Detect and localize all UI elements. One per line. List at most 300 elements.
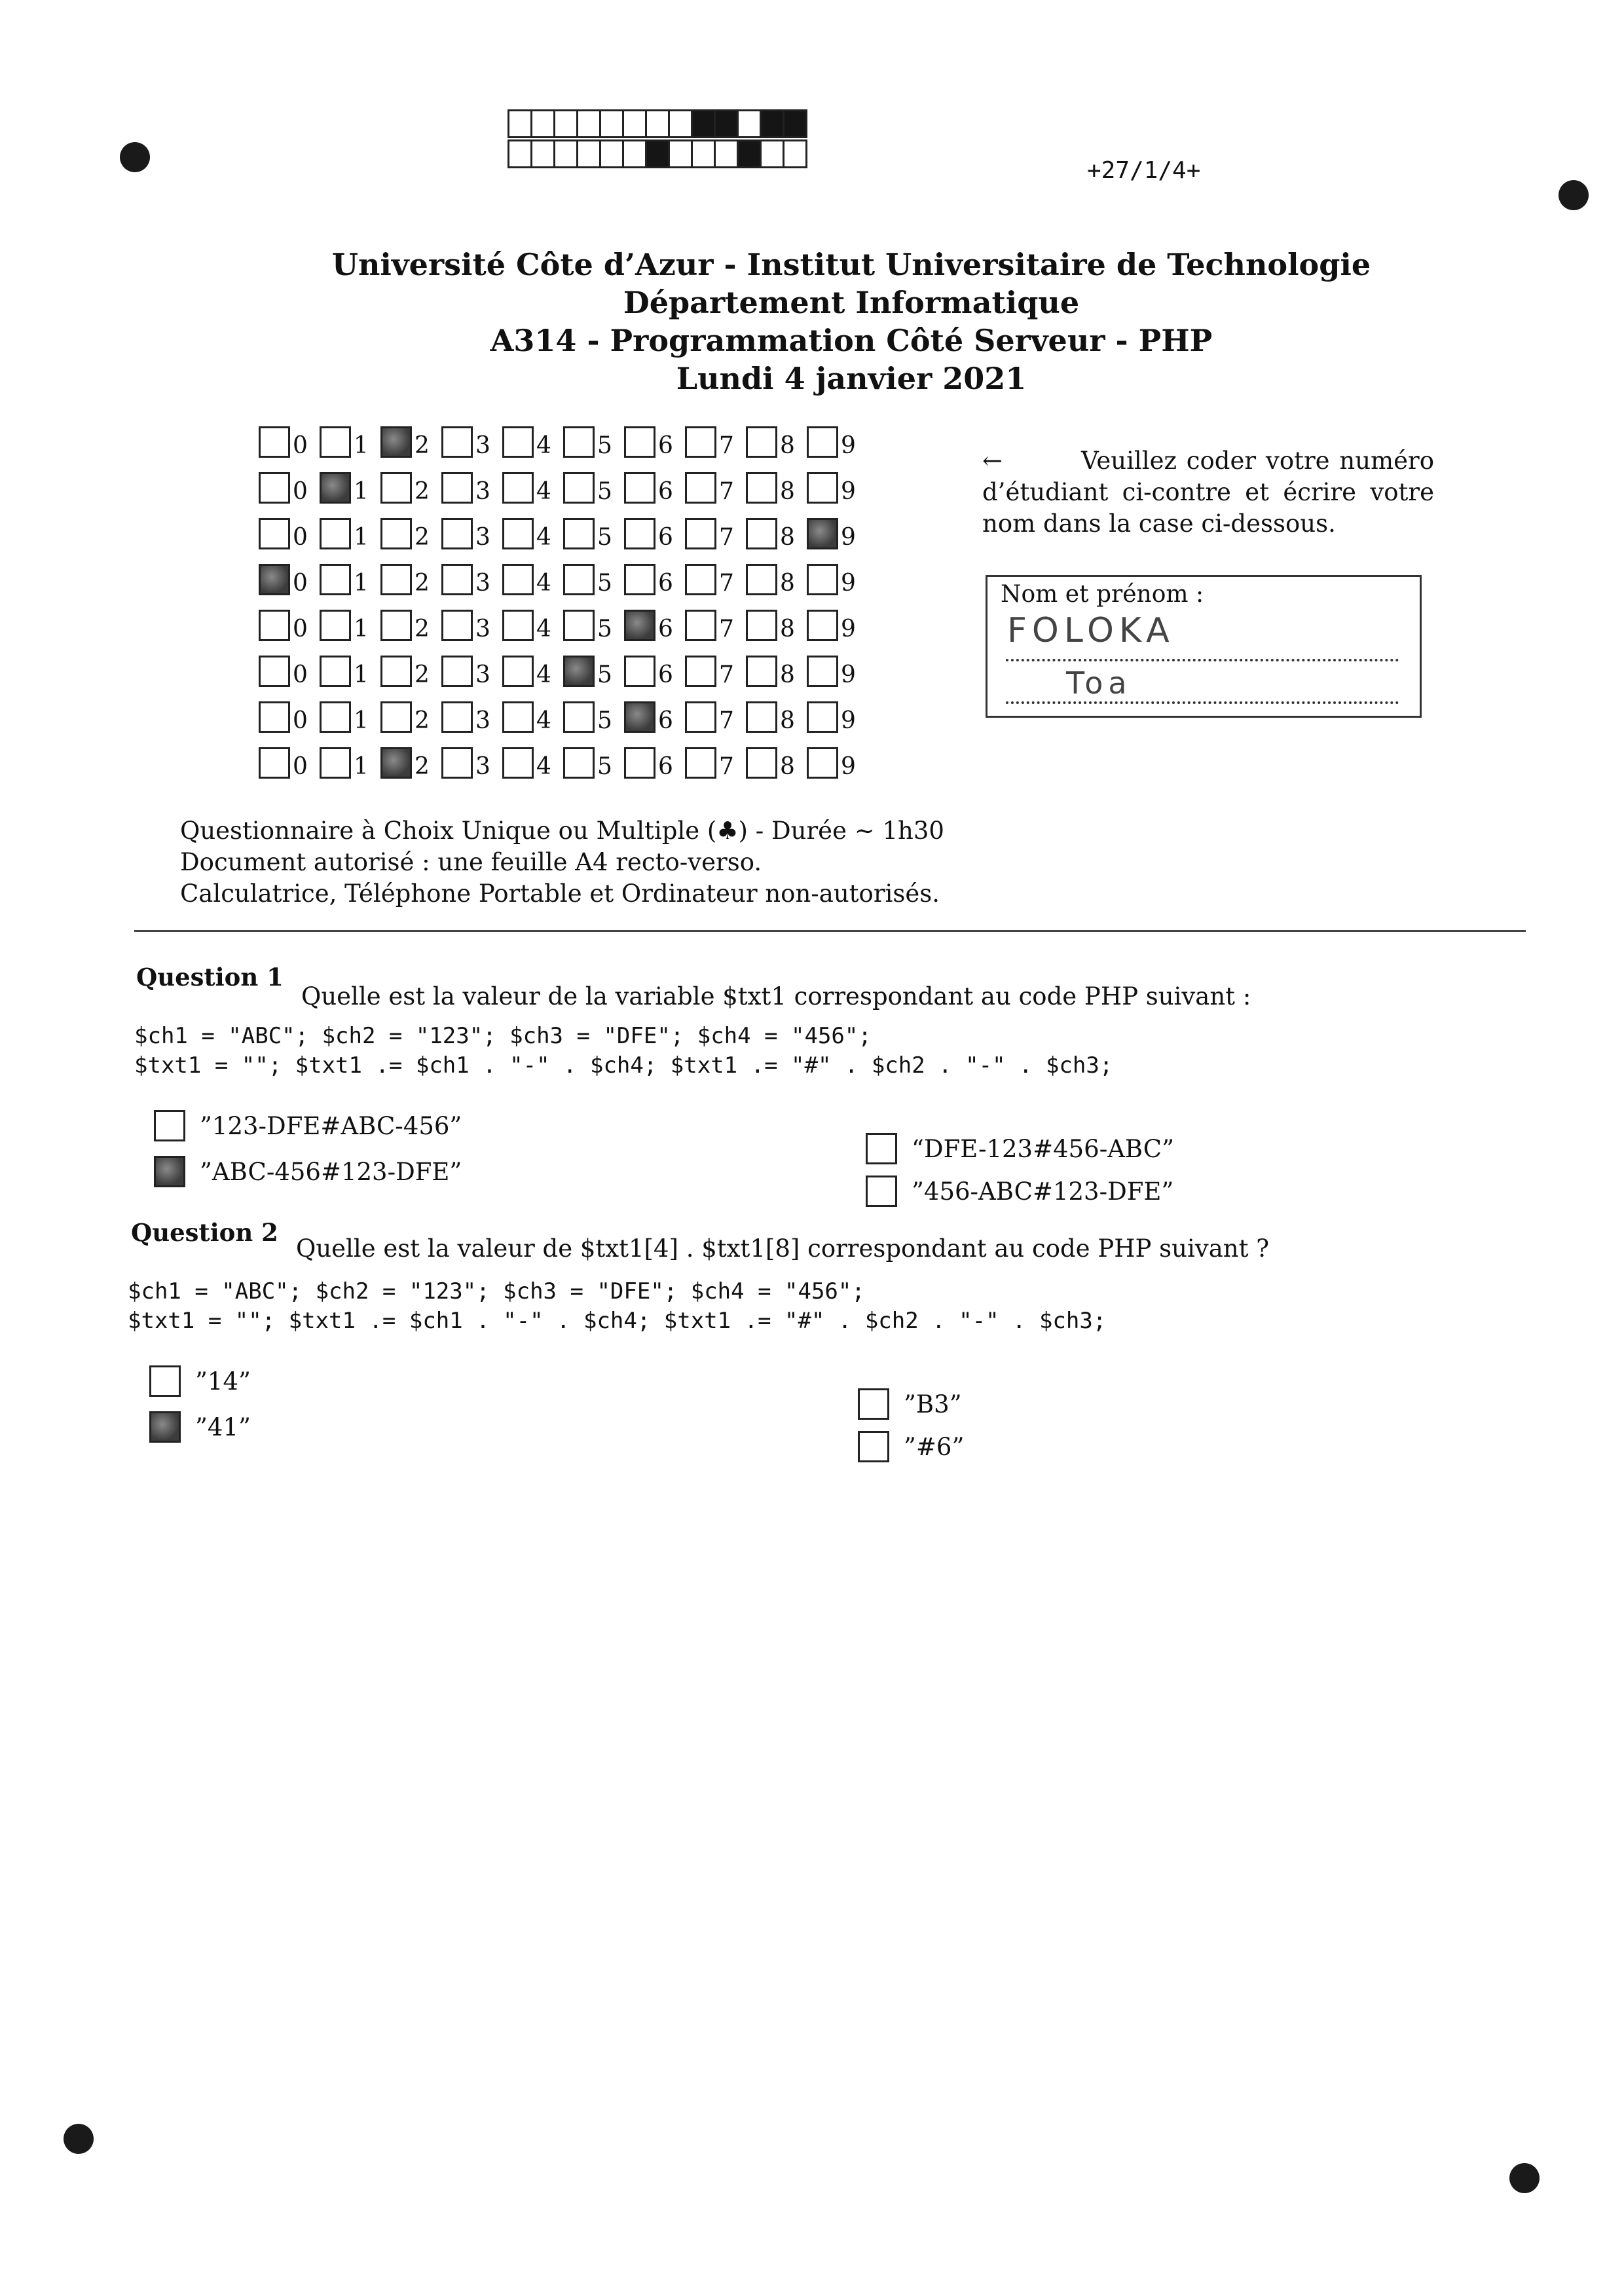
checkbox[interactable] (685, 564, 716, 595)
barcode-cell (622, 139, 647, 168)
checkbox[interactable] (624, 426, 655, 458)
digit-option[interactable] (380, 747, 441, 779)
barcode-cell (668, 139, 693, 168)
digit-option[interactable] (502, 610, 563, 641)
checkbox[interactable] (563, 472, 595, 504)
digit-option[interactable] (502, 472, 563, 504)
checkbox[interactable] (746, 564, 777, 595)
digit-option[interactable] (320, 472, 380, 504)
checkbox[interactable] (154, 1110, 185, 1141)
checkbox[interactable] (320, 610, 351, 641)
checkbox[interactable] (746, 656, 777, 687)
checkbox[interactable] (624, 747, 655, 779)
question-1-code-line-2: $txt1 = ""; $txt1 .= $ch1 . "-" . $ch4; $txt1 .= "#" . $ch2 . "-" . $ch3; (134, 1052, 1113, 1079)
q1-answer-b[interactable] (154, 1156, 462, 1187)
checkbox[interactable] (259, 610, 290, 641)
digit-option[interactable] (807, 518, 868, 549)
digit-option[interactable] (563, 564, 624, 595)
barcode-cell (530, 109, 555, 138)
digit-option[interactable] (624, 656, 685, 687)
digit-label: 3 (475, 570, 490, 597)
checkbox[interactable] (320, 518, 351, 549)
header-institution: Université Côte d’Azur - Institut Universitaire de Technologie (331, 247, 1371, 282)
digit-label: 9 (841, 661, 856, 688)
name-line-2[interactable] (1006, 669, 1399, 704)
digit-label: 0 (293, 524, 308, 551)
student-number-row (259, 602, 868, 648)
digit-option[interactable] (441, 472, 502, 504)
digit-label: 4 (536, 616, 551, 642)
checkbox[interactable] (624, 656, 655, 687)
digit-label: 8 (780, 524, 795, 551)
digit-option[interactable] (380, 656, 441, 687)
answer-text: ”456-ABC#123-DFE” (912, 1177, 1174, 1206)
handwritten-last-name: FOLOKA (1007, 611, 1175, 650)
digit-option[interactable] (380, 472, 441, 504)
digit-label: 4 (536, 432, 551, 459)
handwritten-first-name: Toa (1066, 665, 1132, 701)
barcode-cell (599, 139, 624, 168)
digit-option[interactable] (380, 610, 441, 641)
checkbox[interactable] (441, 472, 473, 504)
checkbox[interactable] (502, 472, 534, 504)
page-code: +27/1/4+ (1087, 157, 1201, 184)
checkbox[interactable] (259, 472, 290, 504)
barcode-cell (783, 109, 807, 138)
question-2-code-line-1: $ch1 = "ABC"; $ch2 = "123"; $ch3 = "DFE"; $ch4 = "456"; (128, 1278, 865, 1305)
digit-option[interactable] (441, 564, 502, 595)
student-number-row (259, 465, 868, 511)
digit-option[interactable] (624, 426, 685, 458)
digit-label: 4 (536, 661, 551, 688)
checkbox[interactable] (380, 564, 412, 595)
digit-label: 7 (719, 753, 734, 780)
digit-option[interactable] (259, 518, 320, 549)
checkbox[interactable] (807, 472, 838, 504)
student-number-row (259, 694, 868, 740)
digit-option[interactable] (685, 701, 746, 733)
checkbox[interactable] (563, 747, 595, 779)
checkbox[interactable] (502, 701, 534, 733)
question-1-text: Quelle est la valeur de la variable $txt1 correspondant au code PHP suivant : (301, 982, 1251, 1010)
barcode-cell (783, 139, 807, 168)
digit-label: 6 (658, 570, 673, 597)
digit-option[interactable] (685, 518, 746, 549)
digit-option[interactable] (685, 610, 746, 641)
checkbox[interactable] (807, 564, 838, 595)
digit-option[interactable] (259, 701, 320, 733)
digit-option[interactable] (380, 701, 441, 733)
digit-label: 2 (415, 707, 430, 734)
barcode-cell (714, 109, 739, 138)
digit-option[interactable] (259, 472, 320, 504)
digit-option[interactable] (624, 747, 685, 779)
digit-option[interactable] (441, 518, 502, 549)
digit-label: 1 (354, 524, 369, 551)
digit-option[interactable] (685, 426, 746, 458)
barcode-cell (737, 139, 762, 168)
digit-label: 7 (719, 432, 734, 459)
digit-label: 7 (719, 616, 734, 642)
digit-label: 3 (475, 432, 490, 459)
checkbox-checked[interactable] (563, 656, 595, 687)
checkbox[interactable] (624, 518, 655, 549)
checkbox[interactable] (441, 426, 473, 458)
barcode-cell (553, 139, 578, 168)
digit-option[interactable] (259, 610, 320, 641)
digit-label: 0 (293, 432, 308, 459)
barcode-cell (714, 139, 739, 168)
checkbox[interactable] (858, 1431, 889, 1462)
digit-label: 2 (415, 753, 430, 780)
checkbox[interactable] (624, 472, 655, 504)
checkbox-checked[interactable] (154, 1156, 185, 1187)
digit-label: 5 (597, 616, 612, 642)
digit-option[interactable] (807, 564, 868, 595)
digit-option[interactable] (563, 701, 624, 733)
digit-label: 6 (658, 753, 673, 780)
checkbox[interactable] (502, 564, 534, 595)
checkbox[interactable] (866, 1176, 897, 1207)
digit-option[interactable] (624, 564, 685, 595)
checkbox[interactable] (441, 701, 473, 733)
digit-label: 1 (354, 707, 369, 734)
checkbox[interactable] (563, 518, 595, 549)
answer-text: ”B3” (904, 1390, 962, 1418)
digit-label: 6 (658, 524, 673, 551)
checkbox[interactable] (746, 518, 777, 549)
header-course: A314 - Programmation Côté Serveur - PHP (490, 323, 1213, 358)
digit-label: 6 (658, 432, 673, 459)
digit-option[interactable] (380, 426, 441, 458)
checkbox[interactable] (685, 656, 716, 687)
barcode-cell (622, 109, 647, 138)
checkbox-checked[interactable] (807, 518, 838, 549)
q2-answer-b[interactable] (149, 1411, 251, 1443)
checkbox[interactable] (807, 610, 838, 641)
digit-option[interactable] (320, 426, 380, 458)
student-number-row (259, 511, 868, 557)
digit-option[interactable] (502, 747, 563, 779)
header-department: Département Informatique (623, 285, 1080, 320)
digit-label: 3 (475, 753, 490, 780)
digit-option[interactable] (380, 518, 441, 549)
digit-option[interactable] (441, 701, 502, 733)
digit-option[interactable] (685, 747, 746, 779)
digit-label: 0 (293, 478, 308, 505)
digit-option[interactable] (807, 610, 868, 641)
exam-notes (180, 815, 944, 910)
checkbox-checked[interactable] (380, 426, 412, 458)
checkbox[interactable] (746, 426, 777, 458)
barcode-cell (507, 139, 532, 168)
digit-label: 5 (597, 570, 612, 597)
digit-option[interactable] (259, 747, 320, 779)
checkbox[interactable] (380, 701, 412, 733)
q2-answer-c[interactable] (858, 1388, 962, 1420)
digit-label: 3 (475, 707, 490, 734)
checkbox[interactable] (320, 747, 351, 779)
checkbox[interactable] (259, 656, 290, 687)
digit-label: 1 (354, 753, 369, 780)
checkbox-checked[interactable] (320, 472, 351, 504)
checkbox[interactable] (320, 426, 351, 458)
digit-label: 5 (597, 661, 612, 688)
question-2-text: Quelle est la valeur de $txt1[4] . $txt1[8] correspondant au code PHP suivant ? (296, 1234, 1270, 1263)
checkbox-checked[interactable] (149, 1411, 181, 1443)
header-date: Lundi 4 janvier 2021 (676, 361, 1027, 396)
digit-option[interactable] (746, 610, 807, 641)
digit-option[interactable] (320, 656, 380, 687)
checkbox[interactable] (685, 472, 716, 504)
checkbox[interactable] (441, 747, 473, 779)
digit-option[interactable] (320, 564, 380, 595)
digit-label: 4 (536, 570, 551, 597)
digit-option[interactable] (746, 564, 807, 595)
digit-option[interactable] (441, 747, 502, 779)
digit-option[interactable] (320, 610, 380, 641)
checkbox[interactable] (502, 610, 534, 641)
answer-text: ”41” (195, 1413, 251, 1441)
digit-label: 9 (841, 616, 856, 642)
checkbox[interactable] (563, 426, 595, 458)
answer-text: ”ABC-456#123-DFE” (200, 1157, 462, 1186)
checkbox[interactable] (746, 610, 777, 641)
barcode-cell (691, 109, 716, 138)
checkbox[interactable] (380, 472, 412, 504)
checkbox[interactable] (320, 701, 351, 733)
left-arrow-icon: ← (982, 447, 1003, 475)
student-number-row (259, 557, 868, 602)
q2-answer-d[interactable] (858, 1431, 964, 1462)
answer-text: ”#6” (904, 1432, 965, 1461)
digit-label: 8 (780, 661, 795, 688)
checkbox[interactable] (685, 610, 716, 641)
barcode-cell (553, 109, 578, 138)
checkbox[interactable] (685, 701, 716, 733)
digit-option[interactable] (259, 656, 320, 687)
digit-label: 8 (780, 432, 795, 459)
registration-mark-bottom-left (64, 2124, 94, 2154)
checkbox-checked[interactable] (259, 564, 290, 595)
checkbox[interactable] (441, 518, 473, 549)
digit-option[interactable] (320, 518, 380, 549)
digit-label: 0 (293, 753, 308, 780)
divider (134, 930, 1526, 932)
barcode-cell (507, 109, 532, 138)
digit-option[interactable] (563, 472, 624, 504)
q2-answer-a[interactable] (149, 1365, 251, 1397)
barcode-cell (530, 139, 555, 168)
digit-option[interactable] (441, 426, 502, 458)
digit-option[interactable] (807, 426, 868, 458)
checkbox[interactable] (259, 747, 290, 779)
digit-option[interactable] (563, 426, 624, 458)
digit-option[interactable] (746, 426, 807, 458)
digit-label: 2 (415, 570, 430, 597)
digit-label: 1 (354, 478, 369, 505)
question-1-label: Question 1 (136, 963, 284, 991)
q1-answer-a[interactable] (154, 1110, 462, 1141)
barcode-row-1 (507, 109, 805, 138)
digit-label: 1 (354, 616, 369, 642)
checkbox-checked[interactable] (380, 747, 412, 779)
digit-option[interactable] (807, 472, 868, 504)
checkbox[interactable] (259, 701, 290, 733)
digit-label: 8 (780, 707, 795, 734)
digit-option[interactable] (441, 656, 502, 687)
digit-option[interactable] (807, 656, 868, 687)
checkbox[interactable] (380, 518, 412, 549)
q1-answer-d[interactable] (866, 1176, 1173, 1207)
checkbox[interactable] (746, 747, 777, 779)
digit-option[interactable] (685, 472, 746, 504)
checkbox[interactable] (624, 564, 655, 595)
digit-option[interactable] (563, 656, 624, 687)
digit-label: 3 (475, 478, 490, 505)
digit-option[interactable] (746, 656, 807, 687)
digit-label: 7 (719, 707, 734, 734)
digit-label: 4 (536, 478, 551, 505)
checkbox[interactable] (502, 656, 534, 687)
digit-label: 2 (415, 661, 430, 688)
digit-label: 2 (415, 478, 430, 505)
digit-label: 7 (719, 661, 734, 688)
digit-option[interactable] (502, 701, 563, 733)
registration-mark-top-right (1559, 180, 1589, 210)
digit-label: 5 (597, 478, 612, 505)
digit-label: 8 (780, 753, 795, 780)
digit-option[interactable] (502, 656, 563, 687)
digit-label: 7 (719, 524, 734, 551)
digit-label: 0 (293, 570, 308, 597)
digit-option[interactable] (624, 518, 685, 549)
digit-label: 7 (719, 570, 734, 597)
name-box-label: Nom et prénom : (1001, 581, 1204, 608)
digit-label: 1 (354, 432, 369, 459)
digit-option[interactable] (685, 564, 746, 595)
checkbox[interactable] (320, 564, 351, 595)
checkbox-checked[interactable] (624, 701, 655, 733)
checkbox[interactable] (502, 747, 534, 779)
checkbox[interactable] (441, 610, 473, 641)
digit-option[interactable] (259, 426, 320, 458)
digit-option[interactable] (685, 656, 746, 687)
digit-label: 5 (597, 524, 612, 551)
digit-option[interactable] (563, 747, 624, 779)
q1-answer-c[interactable] (866, 1133, 1174, 1164)
checkbox[interactable] (441, 564, 473, 595)
instructions-text: Veuillez coder votre numéro d’étudiant ci-contre et écrire votre nom dans la case ci-dessous. (982, 447, 1434, 538)
digit-label: 9 (841, 753, 856, 780)
checkbox-checked[interactable] (624, 610, 655, 641)
registration-mark-top-left (120, 142, 150, 172)
barcode-cell (760, 109, 784, 138)
checkbox[interactable] (563, 701, 595, 733)
barcode-cell (691, 139, 716, 168)
digit-option[interactable] (746, 701, 807, 733)
digit-label: 5 (597, 432, 612, 459)
digit-label: 4 (536, 524, 551, 551)
digit-option[interactable] (746, 747, 807, 779)
digit-option[interactable] (563, 610, 624, 641)
checkbox[interactable] (563, 610, 595, 641)
digit-label: 8 (780, 478, 795, 505)
checkbox[interactable] (380, 610, 412, 641)
digit-label: 9 (841, 570, 856, 597)
barcode-cell (737, 109, 762, 138)
checkbox[interactable] (866, 1133, 897, 1164)
checkbox[interactable] (807, 701, 838, 733)
digit-label: 0 (293, 616, 308, 642)
digit-option[interactable] (320, 701, 380, 733)
instructions (982, 445, 1434, 540)
checkbox[interactable] (259, 426, 290, 458)
barcode-cell (599, 109, 624, 138)
digit-option[interactable] (441, 610, 502, 641)
checkbox[interactable] (685, 426, 716, 458)
digit-option[interactable] (624, 701, 685, 733)
checkbox[interactable] (380, 656, 412, 687)
digit-option[interactable] (563, 518, 624, 549)
digit-option[interactable] (807, 701, 868, 733)
checkbox[interactable] (563, 564, 595, 595)
digit-option[interactable] (320, 747, 380, 779)
checkbox[interactable] (502, 426, 534, 458)
checkbox[interactable] (149, 1365, 181, 1397)
checkbox[interactable] (746, 472, 777, 504)
digit-label: 5 (597, 753, 612, 780)
checkbox[interactable] (441, 656, 473, 687)
checkbox[interactable] (320, 656, 351, 687)
digit-option[interactable] (807, 747, 868, 779)
digit-label: 6 (658, 478, 673, 505)
digit-label: 9 (841, 432, 856, 459)
barcode-cell (760, 139, 784, 168)
checkbox[interactable] (807, 747, 838, 779)
answer-text: ”14” (195, 1367, 251, 1396)
digit-label: 3 (475, 524, 490, 551)
digit-label: 2 (415, 616, 430, 642)
digit-option[interactable] (746, 518, 807, 549)
digit-label: 6 (658, 661, 673, 688)
checkbox[interactable] (685, 518, 716, 549)
digit-option[interactable] (502, 426, 563, 458)
digit-label: 0 (293, 707, 308, 734)
checkbox[interactable] (807, 426, 838, 458)
question-2-label: Question 2 (131, 1218, 278, 1247)
barcode-cell (645, 139, 670, 168)
digit-label: 1 (354, 570, 369, 597)
checkbox[interactable] (858, 1388, 889, 1420)
digit-option[interactable] (380, 564, 441, 595)
barcode-cell (668, 109, 693, 138)
checkbox[interactable] (259, 518, 290, 549)
digit-option[interactable] (746, 472, 807, 504)
question-1-code-line-1: $ch1 = "ABC"; $ch2 = "123"; $ch3 = "DFE"; $ch4 = "456"; (134, 1023, 872, 1049)
digit-option[interactable] (502, 518, 563, 549)
digit-label: 4 (536, 707, 551, 734)
question-2-code-line-2: $txt1 = ""; $txt1 .= $ch1 . "-" . $ch4; $txt1 .= "#" . $ch2 . "-" . $ch3; (128, 1308, 1107, 1334)
digit-option[interactable] (624, 610, 685, 641)
checkbox[interactable] (685, 747, 716, 779)
digit-option[interactable] (259, 564, 320, 595)
digit-option[interactable] (624, 472, 685, 504)
checkbox[interactable] (502, 518, 534, 549)
checkbox[interactable] (807, 656, 838, 687)
checkbox[interactable] (746, 701, 777, 733)
digit-option[interactable] (502, 564, 563, 595)
